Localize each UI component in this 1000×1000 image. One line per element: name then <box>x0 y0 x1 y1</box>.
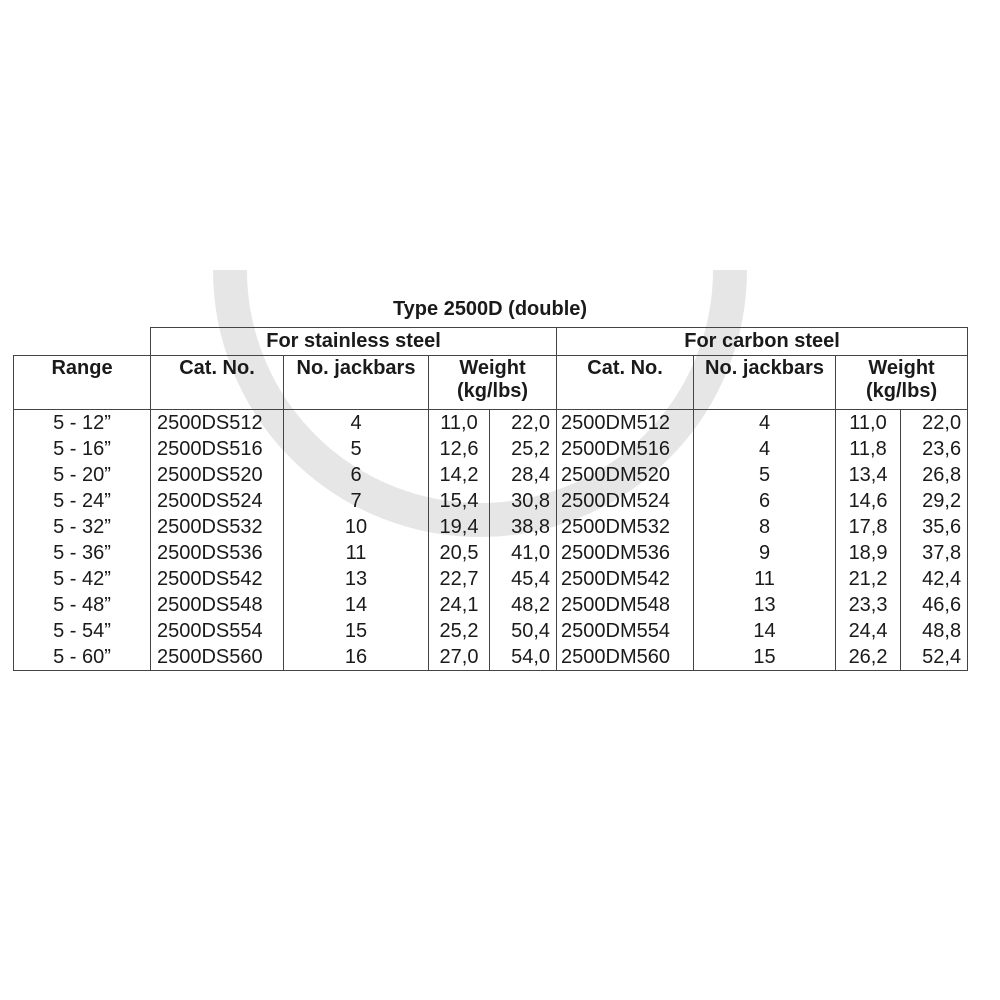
table-row <box>14 644 968 671</box>
cs-weight-lbs-cell: 46,6 <box>901 592 968 618</box>
range-cell: 5 - 16” <box>14 436 151 462</box>
cs-weight-kg-cell: 26,2 <box>836 644 901 671</box>
ss-jackbars-cell: 4 <box>284 410 429 437</box>
cs-weight-kg-cell: 21,2 <box>836 566 901 592</box>
ss-weight-kg-cell: 27,0 <box>429 644 490 671</box>
cs-jackbars-cell: 8 <box>694 514 836 540</box>
spec-table <box>13 327 968 671</box>
cs-weight-lbs-cell: 52,4 <box>901 644 968 671</box>
cs-cat-no-cell: 2500DM554 <box>557 618 694 644</box>
table-row <box>14 540 968 566</box>
ss-weight-kg-cell: 22,7 <box>429 566 490 592</box>
range-cell: 5 - 54” <box>14 618 151 644</box>
ss-weight-lbs-cell: 38,8 <box>490 514 557 540</box>
table-title: Type 2500D (double) <box>392 298 588 320</box>
weight-unit: (kg/lbs) <box>865 380 938 402</box>
range-cell: 5 - 32” <box>14 514 151 540</box>
ss-cat-no-cell: 2500DS532 <box>151 514 284 540</box>
cs-cat-no-cell: 2500DM520 <box>557 462 694 488</box>
ss-jackbars-cell: 5 <box>284 436 429 462</box>
ss-weight-lbs-cell: 28,4 <box>490 462 557 488</box>
ss-weight-kg-cell: 20,5 <box>429 540 490 566</box>
header-ss-jackbars: No. jackbars <box>284 356 429 410</box>
cs-weight-kg-cell: 13,4 <box>836 462 901 488</box>
cs-weight-lbs-cell: 42,4 <box>901 566 968 592</box>
weight-label: Weight <box>868 357 935 379</box>
table-body <box>14 410 968 671</box>
header-cs-jackbars: No. jackbars <box>694 356 836 410</box>
cs-jackbars-cell: 15 <box>694 644 836 671</box>
cs-weight-kg-cell: 24,4 <box>836 618 901 644</box>
ss-weight-kg-cell: 19,4 <box>429 514 490 540</box>
ss-jackbars-cell: 10 <box>284 514 429 540</box>
group-carbon-steel: For carbon steel <box>557 328 968 356</box>
ss-weight-kg-cell: 12,6 <box>429 436 490 462</box>
cs-weight-kg-cell: 18,9 <box>836 540 901 566</box>
cs-cat-no-cell: 2500DM548 <box>557 592 694 618</box>
weight-unit: (kg/lbs) <box>456 380 529 402</box>
cs-weight-lbs-cell: 37,8 <box>901 540 968 566</box>
cs-weight-kg-cell: 11,0 <box>836 410 901 437</box>
ss-weight-lbs-cell: 50,4 <box>490 618 557 644</box>
ss-weight-lbs-cell: 30,8 <box>490 488 557 514</box>
table-row <box>14 488 968 514</box>
ss-weight-kg-cell: 14,2 <box>429 462 490 488</box>
range-cell: 5 - 60” <box>14 644 151 671</box>
table-row <box>14 566 968 592</box>
cs-weight-lbs-cell: 23,6 <box>901 436 968 462</box>
column-header-row <box>14 356 968 410</box>
group-header-row <box>14 328 968 356</box>
header-ss-weight <box>429 356 557 410</box>
ss-cat-no-cell: 2500DS542 <box>151 566 284 592</box>
cs-jackbars-cell: 13 <box>694 592 836 618</box>
table-row <box>14 410 968 437</box>
cs-weight-kg-cell: 11,8 <box>836 436 901 462</box>
cs-cat-no-cell: 2500DM560 <box>557 644 694 671</box>
cs-jackbars-cell: 5 <box>694 462 836 488</box>
cs-weight-kg-cell: 17,8 <box>836 514 901 540</box>
ss-cat-no-cell: 2500DS536 <box>151 540 284 566</box>
cs-jackbars-cell: 6 <box>694 488 836 514</box>
ss-jackbars-cell: 11 <box>284 540 429 566</box>
cs-cat-no-cell: 2500DM524 <box>557 488 694 514</box>
cs-weight-lbs-cell: 35,6 <box>901 514 968 540</box>
ss-weight-lbs-cell: 54,0 <box>490 644 557 671</box>
ss-weight-lbs-cell: 45,4 <box>490 566 557 592</box>
ss-weight-kg-cell: 24,1 <box>429 592 490 618</box>
ss-cat-no-cell: 2500DS548 <box>151 592 284 618</box>
ss-weight-kg-cell: 25,2 <box>429 618 490 644</box>
cs-weight-lbs-cell: 22,0 <box>901 410 968 437</box>
ss-weight-lbs-cell: 48,2 <box>490 592 557 618</box>
cs-weight-lbs-cell: 48,8 <box>901 618 968 644</box>
blank-corner <box>14 328 151 356</box>
ss-cat-no-cell: 2500DS560 <box>151 644 284 671</box>
ss-jackbars-cell: 13 <box>284 566 429 592</box>
range-cell: 5 - 36” <box>14 540 151 566</box>
cs-weight-kg-cell: 14,6 <box>836 488 901 514</box>
header-cs-weight <box>836 356 968 410</box>
cs-cat-no-cell: 2500DM512 <box>557 410 694 437</box>
ss-jackbars-cell: 14 <box>284 592 429 618</box>
cs-jackbars-cell: 4 <box>694 436 836 462</box>
range-cell: 5 - 20” <box>14 462 151 488</box>
cs-cat-no-cell: 2500DM516 <box>557 436 694 462</box>
ss-jackbars-cell: 7 <box>284 488 429 514</box>
ss-weight-kg-cell: 11,0 <box>429 410 490 437</box>
cs-jackbars-cell: 9 <box>694 540 836 566</box>
cs-weight-lbs-cell: 26,8 <box>901 462 968 488</box>
ss-weight-kg-cell: 15,4 <box>429 488 490 514</box>
ss-cat-no-cell: 2500DS554 <box>151 618 284 644</box>
ss-weight-lbs-cell: 22,0 <box>490 410 557 437</box>
ss-cat-no-cell: 2500DS520 <box>151 462 284 488</box>
cs-weight-kg-cell: 23,3 <box>836 592 901 618</box>
ss-jackbars-cell: 15 <box>284 618 429 644</box>
ss-jackbars-cell: 16 <box>284 644 429 671</box>
table-row <box>14 436 968 462</box>
cs-jackbars-cell: 4 <box>694 410 836 437</box>
cs-cat-no-cell: 2500DM536 <box>557 540 694 566</box>
cs-jackbars-cell: 14 <box>694 618 836 644</box>
table-row <box>14 592 968 618</box>
table-row <box>14 618 968 644</box>
header-cs-cat-no: Cat. No. <box>557 356 694 410</box>
ss-weight-lbs-cell: 25,2 <box>490 436 557 462</box>
cs-cat-no-cell: 2500DM542 <box>557 566 694 592</box>
range-cell: 5 - 42” <box>14 566 151 592</box>
cs-jackbars-cell: 11 <box>694 566 836 592</box>
header-ss-cat-no: Cat. No. <box>151 356 284 410</box>
ss-jackbars-cell: 6 <box>284 462 429 488</box>
range-cell: 5 - 48” <box>14 592 151 618</box>
ss-weight-lbs-cell: 41,0 <box>490 540 557 566</box>
ss-cat-no-cell: 2500DS512 <box>151 410 284 437</box>
cs-weight-lbs-cell: 29,2 <box>901 488 968 514</box>
range-cell: 5 - 12” <box>14 410 151 437</box>
header-range: Range <box>14 356 151 410</box>
range-cell: 5 - 24” <box>14 488 151 514</box>
table-row <box>14 514 968 540</box>
weight-label: Weight <box>459 357 526 379</box>
group-stainless-steel: For stainless steel <box>151 328 557 356</box>
cs-cat-no-cell: 2500DM532 <box>557 514 694 540</box>
table-row <box>14 462 968 488</box>
ss-cat-no-cell: 2500DS524 <box>151 488 284 514</box>
ss-cat-no-cell: 2500DS516 <box>151 436 284 462</box>
